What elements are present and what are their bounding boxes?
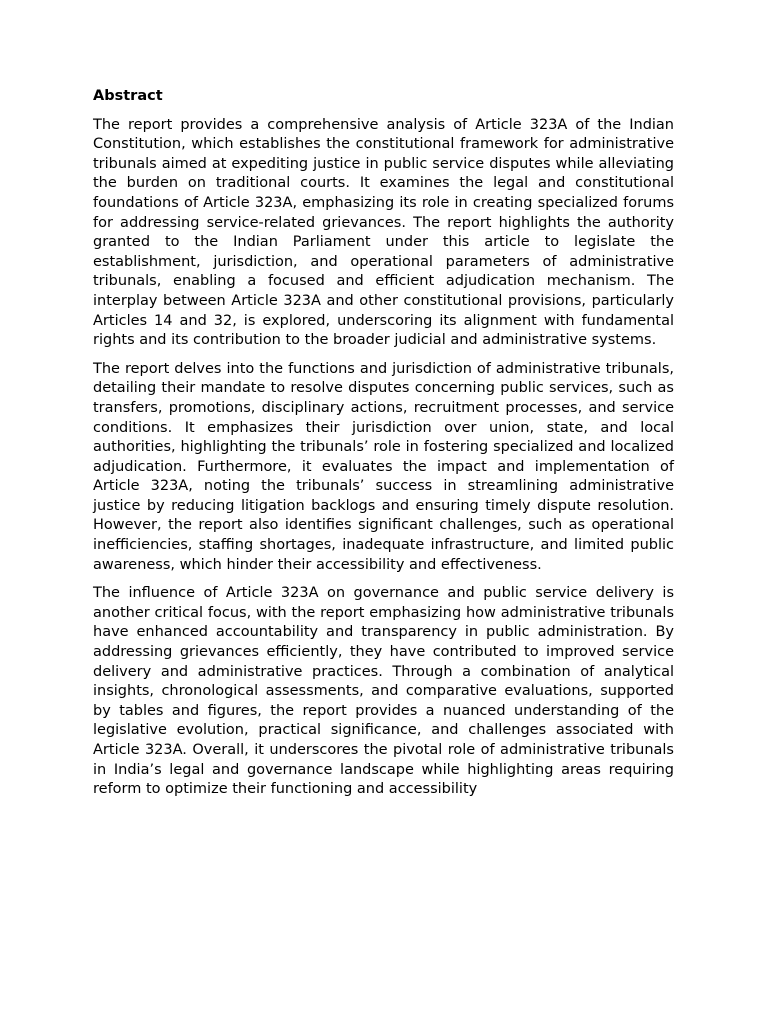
abstract-heading: Abstract xyxy=(93,88,163,104)
abstract-paragraph-1: The report provides a comprehensive analysis of Article 323A of the Indian Constitution, which establishes the constitutional framework for administrative tribunals aimed at expediting justice in public service disputes while alleviating the burden on traditional courts. It examines the legal and constitutional foundations of Article 323A, emphasizing its role in creating specialized forums for addressing service-related grievances. The report highlights the authority granted to the Indian Parliament under this article to legislate the establishment, jurisdiction, and operational parameters of administrative tribunals, enabling a focused and efficient adjudication mechanism. The interplay between Article 323A and other constitutional provisions, particularly Articles 14 and 32, is explored, underscoring its alignment with fundamental rights and its contribution to the broader judicial and administrative systems. xyxy=(93,116,674,349)
abstract-section xyxy=(93,87,674,809)
abstract-paragraph-2: The report delves into the functions and jurisdiction of administrative tribunals, detailing their mandate to resolve disputes concerning public services, such as transfers, promotions, disciplinary actions, recruitment processes, and service conditions. It emphasizes their jurisdiction over union, state, and local authorities, highlighting the tribunals’ role in fostering specialized and localized adjudication. Furthermore, it evaluates the impact and implementation of Article 323A, noting the tribunals’ success in streamlining administrative justice by reducing litigation backlogs and ensuring timely dispute resolution. However, the report also identifies significant challenges, such as operational inefficiencies, staffing shortages, inadequate infrastructure, and limited public awareness, which hinder their accessibility and effectiveness. xyxy=(93,360,674,573)
abstract-paragraph-3: The influence of Article 323A on governance and public service delivery is another critical focus, with the report emphasizing how administrative tribunals have enhanced accountability and transparency in public administration. By addressing grievances efficiently, they have contributed to improved service delivery and administrative practices. Through a combination of analytical insights, chronological assessments, and comparative evaluations, supported by tables and figures, the report provides a nuanced understanding of the legislative evolution, practical significance, and challenges associated with Article 323A. Overall, it underscores the pivotal role of administrative tribunals in India’s legal and governance landscape while highlighting areas requiring reform to optimize their functioning and accessibility xyxy=(93,585,674,798)
